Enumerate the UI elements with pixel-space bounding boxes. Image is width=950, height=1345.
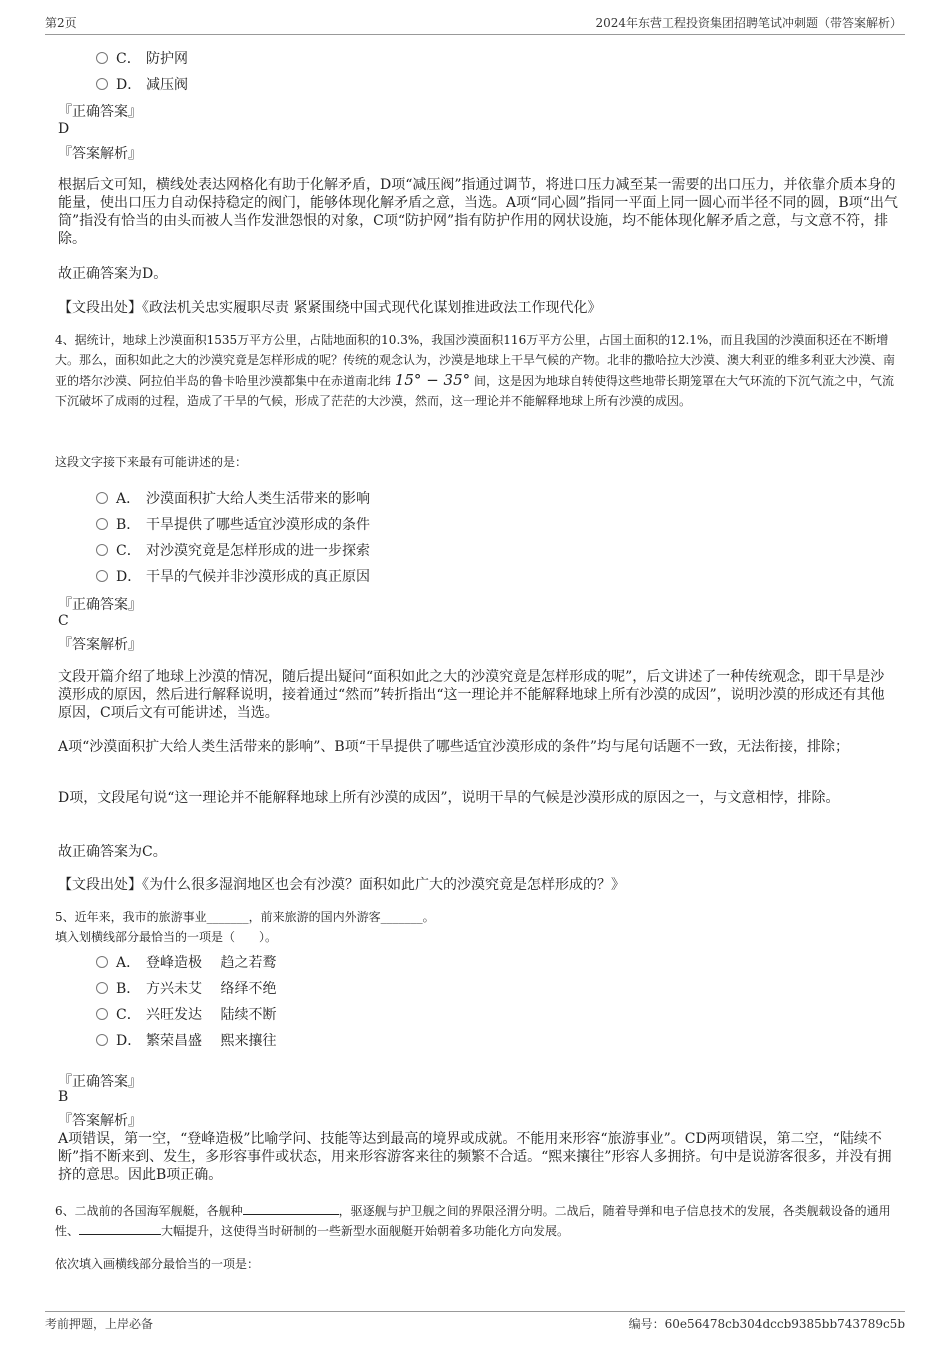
q5-prompt: 填入划横线部分最恰当的一项是（ ）。 [55, 930, 278, 944]
q4-option-c[interactable]: C． 对沙漠究竟是怎样形成的进一步探索 [96, 540, 370, 558]
q5-answer-label: 『正确答案』 [58, 1074, 142, 1090]
q4-analysis-3: D项，文段尾句说“这一理论并不能解释地球上所有沙漠的成因”，说明干旱的气候是沙漠形成的原因之一，与文意相悖，排除。 [58, 790, 840, 806]
document-id: 编号：60e56478cb304dccb9385bb743789c5b [628, 1317, 905, 1331]
radio-icon[interactable] [96, 1008, 108, 1020]
radio-icon[interactable] [96, 544, 108, 556]
q4-analysis-1: 文段开篇介绍了地球上沙漠的情况，随后提出疑问“面积如此之大的沙漠究竟是怎样形成的呢”，后文讲述了一种传统观念，即干旱是沙漠形成的原因，然后进行解释说明，接着通过“然而”转折指出“这一理论并不能解释地球上所有沙漠的成因”，说明沙漠的形成还有其他原因，C项后文有可能讲述，当选。 [58, 669, 885, 721]
q3-option-d[interactable]: D． 减压阀 [96, 74, 188, 92]
q6-prompt: 依次填入画横线部分最恰当的一项是： [55, 1257, 260, 1271]
q6-stem: 6、二战前的各国海军舰艇，各舰种 ，驱逐舰与护卫舰之间的界限泾渭分明。二战后，随着导弹和电子信息技术的发展，各类舰载设备的通用性、 大幅提升，这使得当时研制的一些新型水面舰艇开始朝着多功能化方向发展。 [55, 1204, 891, 1238]
q5-analysis: A项错误，第一空，“登峰造极”比喻学问、技能等达到最高的境界或成就。不能用来形容“旅游事业”。CD两项错误，第二空，“陆续不断”指不断来到、发生，多形容事件或状态，用来形容游客来往的频繁不合适。“熙来攘往”形容人多拥挤。句中是说游客很多，并没有拥挤的意思。因此B项正确。 [58, 1131, 892, 1183]
q3-analysis: 根据后文可知，横线处表达网格化有助于化解矛盾，D项“减压阀”指通过调节，将进口压力减至某一需要的出口压力，并依靠介质本身的能量，使出口压力自动保持稳定的阀门，能够体现化解矛盾之意，当选。A项“同心圆”指同一平面上同一圆心而半径不同的圆，B项“出气筒”指没有恰当的由头而被人当作发泄怨恨的对象，C项“防护网”指有防护作用的网状设施，均不能体现化解矛盾之意，与文意不符，排除。 [58, 177, 898, 247]
q4-answer: C [58, 613, 69, 629]
q3-option-c[interactable]: C． 防护网 [96, 48, 188, 66]
q3-analysis-label: 『答案解析』 [58, 146, 142, 162]
q5-option-a[interactable]: A． 登峰造极 趋之若鹜 [96, 952, 276, 970]
q5-option-c[interactable]: C． 兴旺发达 陆续不断 [96, 1004, 276, 1022]
q5-option-d[interactable]: D． 繁荣昌盛 熙来攘往 [96, 1030, 276, 1048]
q6-blank-1[interactable] [243, 1202, 339, 1215]
q4-answer-label: 『正确答案』 [58, 597, 142, 613]
q4-analysis-label: 『答案解析』 [58, 637, 142, 653]
radio-icon[interactable] [96, 956, 108, 968]
q3-answer-label: 『正确答案』 [58, 104, 142, 120]
q5-answer: B [58, 1089, 69, 1105]
radio-icon[interactable] [96, 518, 108, 530]
document-title: 2024年东营工程投资集团招聘笔试冲刺题（带答案解析） [595, 16, 902, 30]
q5-stem: 5、近年来，我市的旅游事业_______，前来旅游的国内外游客_______。 [55, 910, 435, 924]
radio-icon[interactable] [96, 78, 108, 90]
footer-slogan: 考前押题，上岸必备 [45, 1317, 154, 1331]
q5-option-b[interactable]: B． 方兴未艾 络绎不绝 [96, 978, 276, 996]
q4-analysis-2: A项“沙漠面积扩大给人类生活带来的影响”、B项“干旱提供了哪些适宜沙漠形成的条件”均与尾句话题不一致，无法衔接，排除； [58, 739, 850, 755]
latitude-formula: 15° − 35° [394, 371, 471, 389]
q4-option-d[interactable]: D． 干旱的气候并非沙漠形成的真正原因 [96, 566, 370, 584]
radio-icon[interactable] [96, 1034, 108, 1046]
q4-option-b[interactable]: B． 干旱提供了哪些适宜沙漠形成的条件 [96, 514, 370, 532]
header-divider [45, 34, 905, 35]
q4-stem: 4、据统计，地球上沙漠面积1535万平方公里，占陆地面积的10.3%，我国沙漠面积116万平方公里，占国土面积的12.1%，而且我国的沙漠面积还在不断增大。那么，面积如此之大的沙漠究竟是怎样形成的呢？传统的观念认为，沙漠是地球上干旱气候的产物。北非的撒哈拉大沙漠、澳大利亚的维多利亚大沙漠、南亚的塔尔沙漠、阿拉伯半岛的鲁卡哈里沙漠都集中在赤道南北纬 15° − 35° 间，这是因为地球自转使得这些地带长期笼罩在大气环流的下沉气流之中，气流下沉破坏了成雨的过程，造成了干旱的气候，形成了茫茫的大沙漠，然而，这一理论并不能解释地球上所有沙漠的成因。 [55, 333, 896, 408]
q4-prompt: 这段文字接下来最有可能讲述的是： [55, 455, 248, 469]
q6-blank-2[interactable] [79, 1222, 161, 1235]
radio-icon[interactable] [96, 982, 108, 994]
q4-option-a[interactable]: A． 沙漠面积扩大给人类生活带来的影响 [96, 488, 370, 506]
footer-divider [45, 1311, 905, 1312]
q4-conclusion: 故正确答案为C。 [58, 844, 167, 860]
q3-conclusion: 故正确答案为D。 [58, 266, 168, 282]
q3-answer: D [58, 121, 70, 137]
q5-analysis-label: 『答案解析』 [58, 1113, 142, 1129]
radio-icon[interactable] [96, 492, 108, 504]
q4-source: 【文段出处】《为什么很多湿润地区也会有沙漠？面积如此广大的沙漠究竟是怎样形成的？》 [58, 877, 625, 893]
radio-icon[interactable] [96, 52, 108, 64]
page-number: 第2页 [45, 16, 77, 30]
q3-source: 【文段出处】《政法机关忠实履职尽责 紧紧围绕中国式现代化谋划推进政法工作现代化》 [58, 300, 602, 316]
radio-icon[interactable] [96, 570, 108, 582]
